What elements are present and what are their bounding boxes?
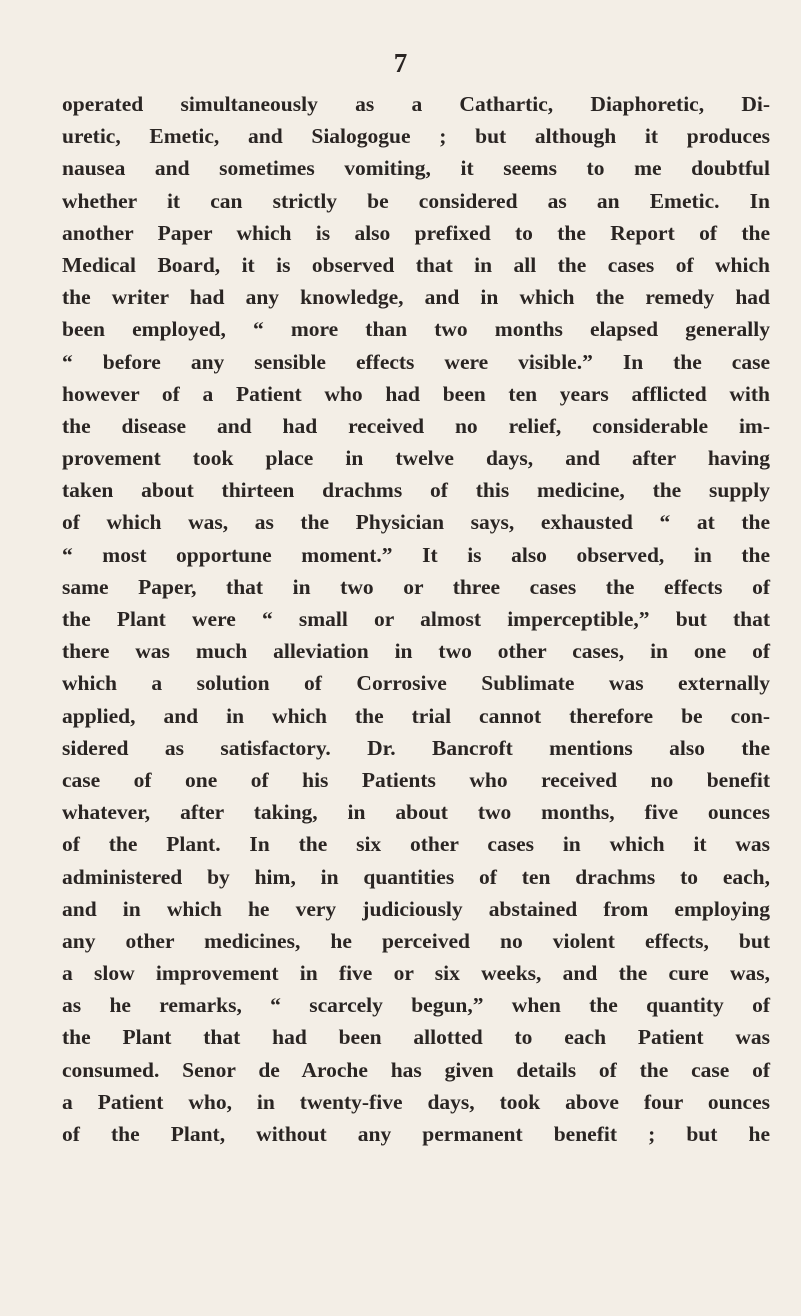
text-line: Medical Board, it is observed that in all the cases of which	[62, 252, 770, 277]
text-line: been employed, “ more than two months elapsed generally	[62, 317, 770, 342]
text-line: the writer had any knowledge, and in which the remedy had	[62, 285, 770, 310]
body-paragraph	[62, 88, 770, 1150]
text-line: whether it can strictly be considered as an Emetic. In	[62, 188, 770, 213]
text-line: sidered as satisfactory. Dr. Bancroft mentions also the	[62, 735, 770, 760]
text-line: applied, and in which the trial cannot therefore be con-	[62, 703, 770, 728]
text-line: of which was, as the Physician says, exhausted “ at the	[62, 510, 770, 535]
text-line: nausea and sometimes vomiting, it seems to me doubtful	[62, 156, 770, 181]
text-line: “ before any sensible effects were visible.” In the case	[62, 349, 770, 374]
text-line: administered by him, in quantities of ten drachms to each,	[62, 864, 770, 889]
text-line: and in which he very judiciously abstained from employing	[62, 896, 770, 921]
text-line: however of a Patient who had been ten years afflicted with	[62, 381, 770, 406]
text-line: “ most opportune moment.” It is also observed, in the	[62, 542, 770, 567]
text-line: operated simultaneously as a Cathartic, Diaphoretic, Di-	[62, 92, 770, 116]
text-line: a Patient who, in twenty-five days, took above four ounces	[62, 1089, 770, 1114]
text-line: which a solution of Corrosive Sublimate was externally	[62, 671, 770, 696]
text-line: the Plant that had been allotted to each Patient was	[62, 1025, 770, 1050]
text-line: whatever, after taking, in about two months, five ounces	[62, 800, 770, 825]
text-line: same Paper, that in two or three cases the effects of	[62, 574, 770, 599]
text-line: of the Plant. In the six other cases in which it was	[62, 832, 770, 857]
text-line: there was much alleviation in two other cases, in one of	[62, 639, 770, 664]
text-line: as he remarks, “ scarcely begun,” when the quantity of	[62, 993, 770, 1018]
text-line: consumed. Senor de Aroche has given details of the case of	[62, 1057, 770, 1082]
text-line: of the Plant, without any permanent benefit ; but he	[62, 1122, 770, 1146]
text-line: uretic, Emetic, and Sialogogue ; but although it produces	[62, 124, 770, 149]
text-line: a slow improvement in five or six weeks, and the cure was,	[62, 961, 770, 986]
text-line: another Paper which is also prefixed to the Report of the	[62, 220, 770, 245]
text-line: taken about thirteen drachms of this medicine, the supply	[62, 478, 770, 503]
text-line: case of one of his Patients who received no benefit	[62, 767, 770, 792]
text-line: the disease and had received no relief, considerable im-	[62, 413, 770, 438]
page-number: 7	[393, 48, 408, 78]
text-line: any other medicines, he perceived no violent effects, but	[62, 928, 770, 953]
text-line: provement took place in twelve days, and after having	[62, 446, 770, 471]
text-line: the Plant were “ small or almost imperceptible,” but that	[62, 607, 770, 631]
